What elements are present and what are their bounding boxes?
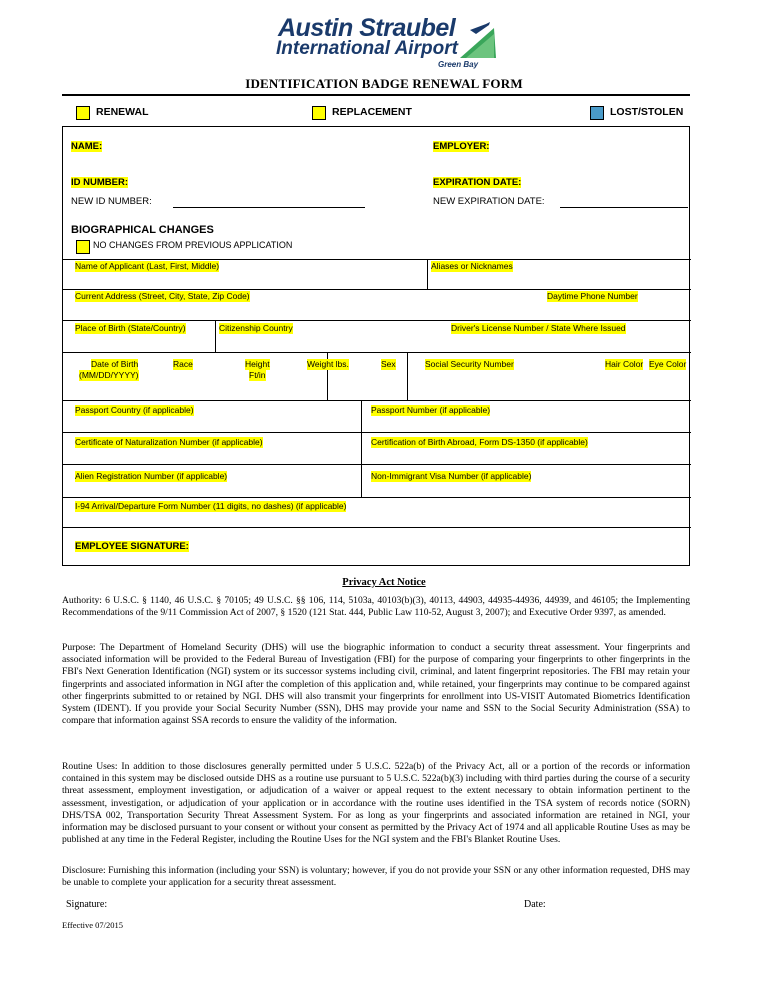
title-rule: [62, 94, 690, 96]
current-address-label: Current Address (Street, City, State, Zip Code): [75, 291, 250, 301]
ssn-label: Social Security Number: [425, 359, 514, 369]
dob-format-label: (MM/DD/YYYY): [79, 370, 139, 380]
citizenship-label: Citizenship Country: [219, 323, 293, 333]
drivers-license-label: Driver's License Number / State Where Issued: [451, 323, 626, 333]
privacy-purpose: Purpose: The Department of Homeland Security (DHS) will use the biographic information to conduct a security threat assessment. Your fingerprints and associated information will be provided to the Federal Bureau of Investigation (FBI) for the purpose of comparing your fingerprints to other fingerprints in the FBI's Next Generation Identification (NGI) system or its successor systems including civil, criminal, and latent fingerprint repositories. The FBI may retain your fingerprints and associated information in NGI after the completion of this application and, while retained, your fingerprints may continue to be compared against other fingerprints submitted to or retained by NGI. DHS will also transmit your fingerprints for enrollment into US-VISIT Automated Biometrics Identification System (IDENT). If you provide your Social Security Number (SSN), DHS may provide your name and SSN to the Social Security Administration (SSA) to compare that information against SSA records to ensure the validity of the information.: [62, 642, 690, 727]
height-unit-label: Ft/in: [249, 370, 266, 380]
signature-label: Signature:: [66, 899, 108, 910]
hair-color-label: Hair Color: [605, 359, 644, 369]
lost-stolen-checkbox[interactable]: [590, 106, 604, 120]
privacy-routine-uses: Routine Uses: In addition to those disclosures generally permitted under 5 U.S.C. 522a(b) of the Privacy Act, all or a portion of the records or information contained in this system may be disclosed outside DHS as a routine use pursuant to 5 U.S.C. 522a(b)(3) including with third parties during the course of a security threat assessment, employment investigation, or adjudication of a waiver or appeal request to the extent necessary to obtain information pertinent to the assessment, investigation, or adjudication of your application or in accordance with the routine uses identified in the TSA system of records notice (SORN) DHS/TSA 002, Transportation Security Threat Assessment System. For as long as your fingerprints and associated information are retained in NGI, your information may be disclosed pursuant to your consent or without your consent as permitted by the Privacy Act of 1974 and all applicable Routine Uses as may be published at any time in the Federal Register, including the Routine Uses for the NGI system and the FBI's Blanket Routine Uses.: [62, 761, 690, 846]
daytime-phone-label: Daytime Phone Number: [547, 291, 638, 301]
i94-label: I-94 Arrival/Departure Form Number (11 digits, no dashes) (if applicable): [75, 501, 347, 511]
id-number-label: ID NUMBER:: [71, 177, 128, 188]
airport-logo: [270, 14, 500, 70]
new-expiration-date-field[interactable]: [560, 207, 688, 208]
table-divider: [407, 352, 408, 400]
naturalization-label: Certificate of Naturalization Number (if applicable): [75, 437, 263, 447]
name-label: NAME:: [71, 141, 103, 152]
renewal-label: RENEWAL: [96, 106, 149, 118]
logo-line-2: International Airport: [276, 38, 458, 59]
new-id-number-label: NEW ID NUMBER:: [71, 196, 152, 207]
race-label: Race: [173, 359, 193, 369]
birth-abroad-label: Certification of Birth Abroad, Form DS-1350 (if applicable): [371, 437, 588, 447]
table-divider: [361, 400, 362, 497]
table-rule: [63, 259, 691, 260]
sex-label: Sex: [381, 359, 396, 369]
no-changes-label: NO CHANGES FROM PREVIOUS APPLICATION: [93, 240, 293, 250]
eye-color-label: Eye Color: [649, 359, 687, 369]
airport-logo-icon: [456, 20, 498, 60]
passport-number-label: Passport Number (if applicable): [371, 405, 491, 415]
replacement-checkbox[interactable]: [312, 106, 326, 120]
table-rule: [63, 400, 691, 401]
employer-label: EMPLOYER:: [433, 141, 490, 152]
visa-label: Non-Immigrant Visa Number (if applicable): [371, 471, 532, 481]
place-of-birth-label: Place of Birth (State/Country): [75, 323, 186, 333]
logo-line-3: Green Bay: [438, 60, 479, 69]
table-rule: [63, 320, 691, 321]
lost-stolen-label: LOST/STOLEN: [610, 106, 684, 118]
table-rule: [63, 432, 691, 433]
no-changes-checkbox[interactable]: [76, 240, 90, 254]
table-divider: [427, 259, 428, 289]
privacy-heading: Privacy Act Notice: [342, 577, 426, 588]
date-label: Date:: [524, 899, 546, 910]
dob-label: Date of Birth: [91, 359, 139, 369]
weight-label: Weight lbs.: [307, 359, 349, 369]
table-rule: [63, 352, 691, 353]
new-expiration-date-label: NEW EXPIRATION DATE:: [433, 196, 545, 207]
new-id-number-field[interactable]: [173, 207, 365, 208]
biographical-changes-heading: BIOGRAPHICAL CHANGES: [71, 224, 214, 236]
table-rule: [63, 289, 691, 290]
passport-country-label: Passport Country (if applicable): [75, 405, 194, 415]
table-rule: [63, 464, 691, 465]
table-rule: [63, 497, 691, 498]
table-rule: [63, 527, 691, 528]
privacy-disclosure: Disclosure: Furnishing this information (including your SSN) is voluntary; however, if you do not provide your SSN or any other information requested, DHS may be unable to complete your application for a security threat assessment.: [62, 865, 690, 889]
aliases-label: Aliases or Nicknames: [431, 261, 513, 271]
effective-date: Effective 07/2015: [62, 920, 123, 930]
applicant-name-label: Name of Applicant (Last, First, Middle): [75, 261, 220, 271]
form-title: IDENTIFICATION BADGE RENEWAL FORM: [245, 76, 523, 91]
table-divider: [215, 320, 216, 352]
replacement-label: REPLACEMENT: [332, 106, 412, 118]
alien-registration-label: Alien Registration Number (if applicable): [75, 471, 228, 481]
expiration-date-label: EXPIRATION DATE:: [433, 177, 522, 188]
employee-signature-label: EMPLOYEE SIGNATURE:: [75, 541, 189, 552]
height-label: Height: [245, 359, 270, 369]
badge-form: [62, 126, 690, 566]
renewal-checkbox[interactable]: [76, 106, 90, 120]
privacy-authority: Authority: 6 U.S.C. § 1140, 46 U.S.C. § 70105; 49 U.S.C. §§ 106, 114, 5103a, 40103(b)(3), 40113, 44903, 44935-44936, 44939, and 46105; the Implementing Recommendations of the 9/11 Commission Act of 2007, § 1520 (121 Stat. 444, Public Law 110-52, August 3, 2007); and Executive Order 9397, as amended.: [62, 595, 690, 619]
logo-line-1: Austin Straubel: [278, 14, 456, 42]
